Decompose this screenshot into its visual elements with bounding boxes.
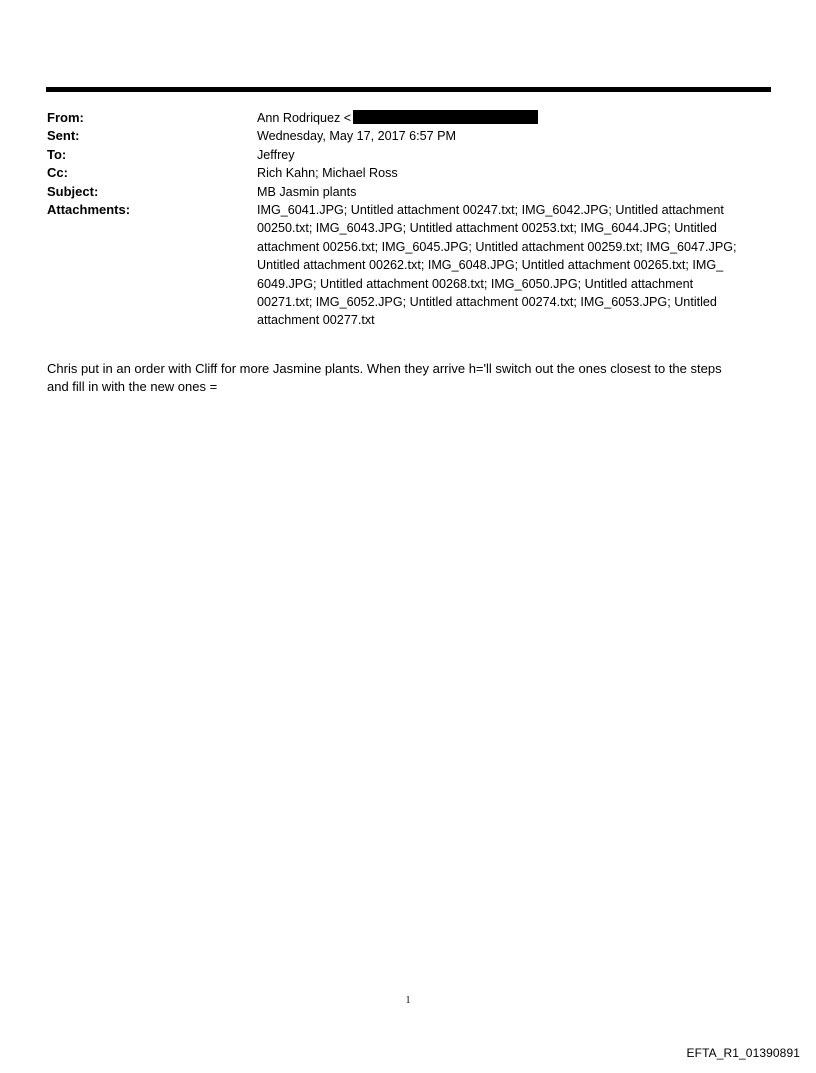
- attachments-line: Untitled attachment 00262.txt; IMG_6048.JPG; Untitled attachment 00265.txt; IMG_: [257, 258, 724, 273]
- page-number: 1: [405, 995, 411, 1006]
- attachments-line: 00250.txt; IMG_6043.JPG; Untitled attachment 00253.txt; IMG_6044.JPG; Untitled: [257, 221, 717, 236]
- email-body-line: and fill in with the new ones =: [47, 379, 218, 395]
- from-value: [257, 109, 767, 127]
- attachments-line: attachment 00256.txt; IMG_6045.JPG; Untitled attachment 00259.txt; IMG_6047.JPG;: [257, 239, 737, 254]
- document-id: EFTA_R1_01390891: [686, 1046, 800, 1060]
- cc-row: [47, 164, 767, 182]
- header-divider-rule: [46, 87, 771, 92]
- attachments-label: Attachments:: [47, 202, 131, 218]
- attachments-line: 00271.txt; IMG_6052.JPG; Untitled attachment 00274.txt; IMG_6053.JPG; Untitled: [257, 295, 717, 310]
- email-body-line: Chris put in an order with Cliff for more Jasmine plants. When they arrive h='ll switch out the ones closest to the steps: [47, 361, 722, 376]
- attachments-line: 6049.JPG; Untitled attachment 00268.txt; IMG_6050.JPG; Untitled attachment: [257, 276, 694, 291]
- attachments-line: attachment 00277.txt: [257, 313, 375, 328]
- from-label: From:: [47, 110, 84, 125]
- subject-row: [47, 183, 767, 201]
- to-row: [47, 146, 767, 164]
- email-body: [47, 360, 767, 397]
- sent-label: Sent:: [47, 128, 80, 144]
- cc-label: Cc:: [47, 165, 68, 181]
- redaction-box: [353, 110, 538, 124]
- sent-row: [47, 127, 767, 145]
- to-value: Jeffrey: [257, 147, 295, 162]
- email-header-block: [47, 109, 767, 330]
- from-row: [47, 109, 767, 127]
- cc-value: Rich Kahn; Michael Ross: [257, 166, 398, 181]
- attachments-line: IMG_6041.JPG; Untitled attachment 00247.txt; IMG_6042.JPG; Untitled attachment: [257, 203, 724, 218]
- from-sender-name: Ann Rodriquez <: [257, 111, 352, 125]
- subject-value: MB Jasmin plants: [257, 184, 357, 199]
- attachments-row: [47, 201, 767, 330]
- subject-label: Subject:: [47, 183, 99, 199]
- sent-value: Wednesday, May 17, 2017 6:57 PM: [257, 129, 457, 144]
- attachments-value: [257, 201, 767, 330]
- to-label: To:: [47, 146, 67, 162]
